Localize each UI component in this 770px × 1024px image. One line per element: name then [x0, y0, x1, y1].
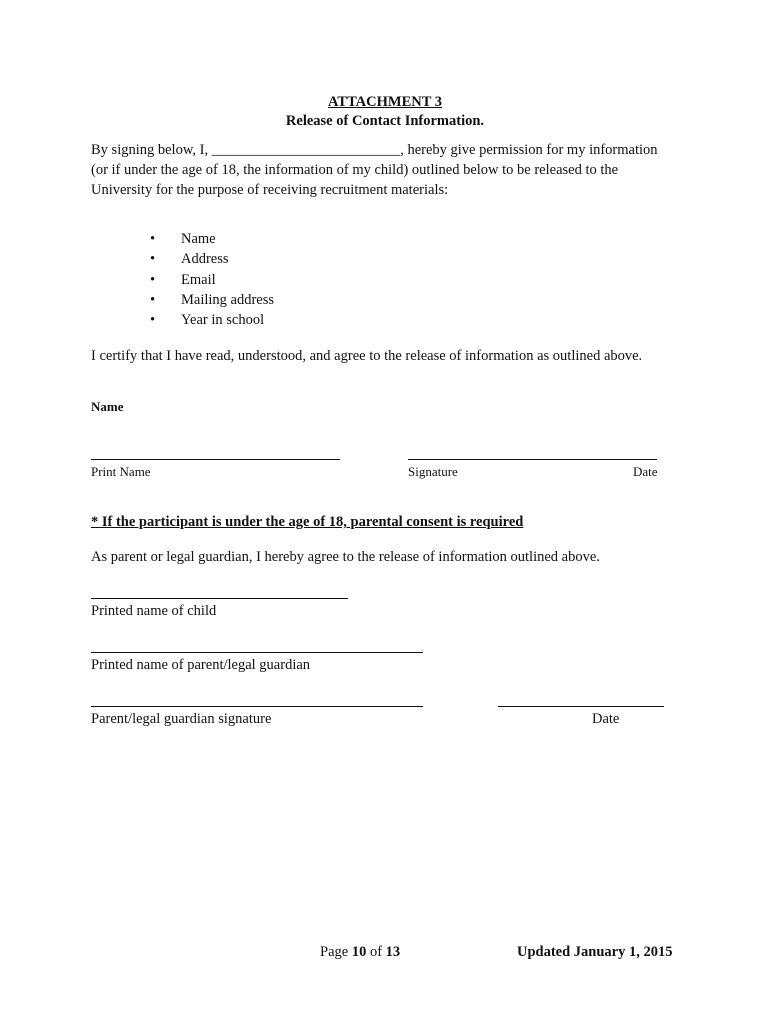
list-item: [144, 249, 274, 269]
guardian-statement: As parent or legal guardian, I hereby agree to the release of information outlined above.: [91, 549, 600, 565]
updated-date: Updated January 1, 2015: [517, 944, 673, 960]
info-list: [144, 229, 274, 330]
bullet-icon: •: [150, 312, 156, 329]
intro-line-2: (or if under the age of 18, the information of my child) outlined below to be released to the: [91, 162, 619, 178]
parent-name-line[interactable]: [91, 652, 423, 653]
list-item: [144, 310, 274, 330]
guardian-signature-label: Parent/legal guardian signature: [91, 711, 272, 727]
print-name-label: Print Name: [91, 464, 151, 479]
guardian-date-line[interactable]: [498, 706, 664, 707]
bullet-icon: •: [150, 291, 156, 308]
date-label: Date: [633, 464, 658, 479]
page-of: of: [366, 944, 386, 960]
minor-consent-heading: * If the participant is under the age of 18, parental consent is required: [91, 514, 524, 530]
list-item-label: Year in school: [181, 312, 265, 329]
list-item-label: Email: [181, 271, 216, 288]
bullet-icon: •: [150, 251, 156, 268]
signature-label: Signature: [408, 464, 458, 479]
certify-statement: I certify that I have read, understood, and agree to the release of information as outlined above.: [91, 348, 643, 364]
page-current: 10: [351, 944, 367, 960]
bullet-icon: •: [150, 231, 156, 247]
attachment-heading: ATTACHMENT 3: [328, 94, 442, 110]
guardian-date-label: Date: [592, 711, 620, 727]
name-blank[interactable]: __________________________: [211, 142, 401, 158]
child-name-line[interactable]: [91, 598, 348, 599]
signature-line[interactable]: [408, 459, 657, 460]
parent-name-label: Printed name of parent/legal guardian: [91, 657, 311, 673]
list-item: [144, 270, 274, 290]
list-item-label: Mailing address: [181, 291, 275, 308]
intro-line-3: University for the purpose of receiving recruitment materials:: [91, 182, 449, 198]
page-total: 13: [385, 944, 401, 960]
intro-line-1: [91, 142, 658, 159]
list-item-label: Name: [181, 231, 216, 247]
bullet-icon: •: [150, 271, 156, 288]
page-prefix: Page: [320, 944, 352, 960]
list-item: [144, 229, 274, 249]
list-item: [144, 290, 274, 310]
name-heading: Name: [91, 399, 124, 414]
document-title: Release of Contact Information.: [285, 113, 485, 129]
child-name-label: Printed name of child: [91, 603, 217, 619]
intro-suffix: , hereby give permission for my information: [400, 142, 658, 158]
intro-prefix: By signing below, I,: [91, 142, 212, 158]
list-item-label: Address: [181, 251, 229, 268]
print-name-line[interactable]: [91, 459, 340, 460]
guardian-signature-line[interactable]: [91, 706, 423, 707]
page-number: [320, 944, 400, 961]
